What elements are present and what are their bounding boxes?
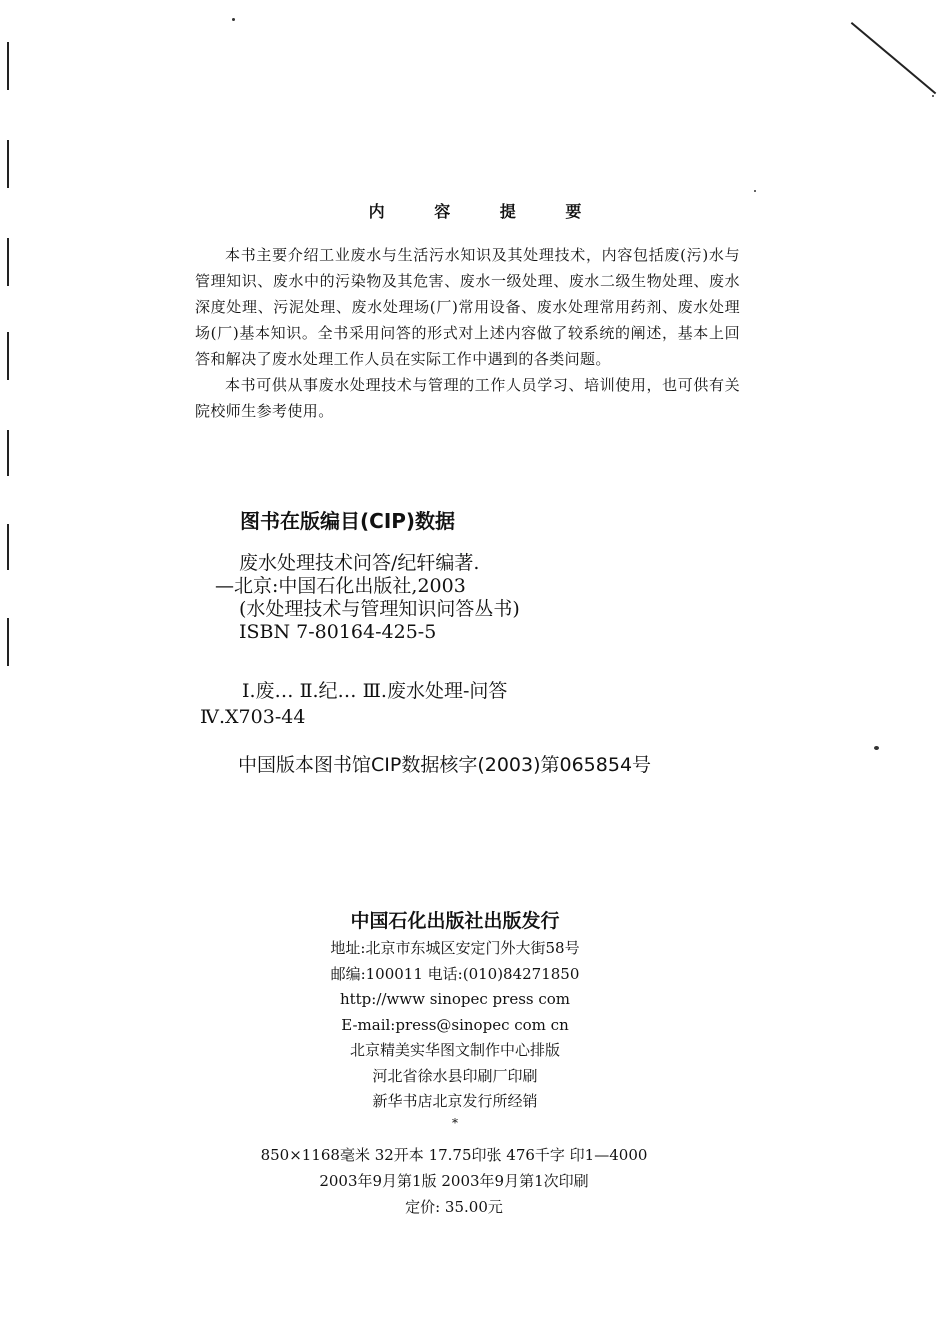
scan-margin-mark (7, 238, 9, 286)
cip-title-line: 废水处理技术问答/纪轩编著. (239, 552, 480, 574)
publisher-contact: 邮编:100011 电话:(010)84271850 (330, 964, 580, 983)
summary-paragraph: 本书主要介绍工业废水与生活污水知识及其处理技术，内容包括废(污)水与管理知识、废水中的污染物及其危害、废水一级处理、废水二级生物处理、废水深度处理、污泥处理、废水处理场(厂)常用设备、废水处理常用药剂、废水处理场(厂)基本知识。全书采用问答的形式对上述内容做了较系统的阐述，基本上回答和解决了废水处理工作人员在实际工作中遇到的各类问题。 (195, 246, 740, 368)
publisher-address: 地址:北京市东城区安定门外大街58号 (330, 939, 580, 957)
cip-heading: 图书在版编目(CIP)数据 (240, 509, 456, 533)
scan-margin-mark (7, 524, 9, 570)
scan-margin-mark (7, 430, 9, 476)
separator-star: * (452, 1115, 458, 1130)
edition-line: 2003年9月第1版 2003年9月第1次印刷 (319, 1172, 589, 1190)
publisher-email: E-mail:press@sinopec com cn (341, 1015, 569, 1034)
summary-title: 内 容 提 要 (368, 202, 604, 221)
scan-corner-line (851, 22, 937, 94)
imprint-block (0, 906, 910, 1131)
cip-subject-line: Ⅰ.废… Ⅱ.纪… Ⅲ.废水处理-问答 (242, 680, 508, 702)
scan-speck (874, 746, 879, 750)
scan-margin-mark (7, 42, 9, 90)
cip-record-number: 中国版本图书馆CIP数据核字(2003)第065854号 (238, 754, 652, 776)
cip-entry (215, 552, 520, 644)
printing-credit: 河北省徐水县印刷厂印刷 (372, 1066, 538, 1085)
format-line: 850×1168毫米 32开本 17.75印张 476千字 印1—4000 (260, 1146, 648, 1164)
publisher-name: 中国石化出版社出版发行 (350, 910, 560, 932)
cip-class-number: Ⅳ.X703-44 (200, 706, 306, 728)
summary-paragraph: 本书可供从事废水处理技术与管理的工作人员学习、培训使用，也可供有关院校师生参考使用。 (195, 376, 740, 420)
cip-isbn-line: ISBN 7-80164-425-5 (239, 621, 437, 643)
scan-margin-mark (7, 332, 9, 380)
scan-margin-mark (7, 618, 9, 666)
print-specs (0, 1142, 908, 1220)
scan-speck (932, 95, 934, 97)
publisher-website: http://www sinopec press com (339, 990, 571, 1008)
distribution-credit: 新华书店北京发行所经销 (372, 1092, 538, 1110)
cip-publisher-line: —北京:中国石化出版社,2003 (215, 575, 466, 597)
scan-speck (754, 190, 756, 192)
scan-margin-mark (7, 140, 9, 188)
cip-series-line: (水处理技术与管理知识问答丛书) (239, 598, 520, 620)
cip-classification (200, 678, 507, 730)
price-line: 定价: 35.00元 (405, 1198, 503, 1216)
scan-speck (232, 18, 235, 21)
typesetting-credit: 北京精美实华图文制作中心排版 (349, 1041, 560, 1059)
summary-text (195, 242, 740, 424)
